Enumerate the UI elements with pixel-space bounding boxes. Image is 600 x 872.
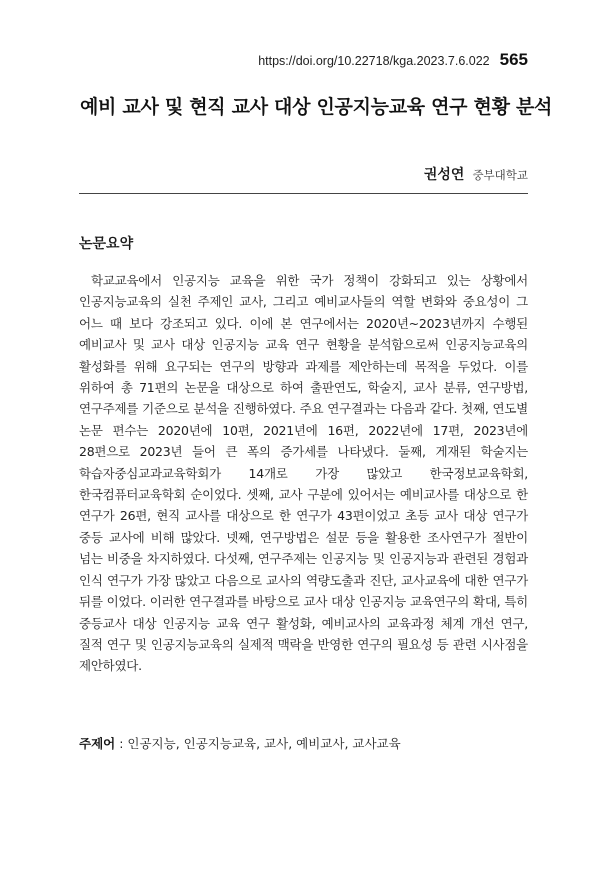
keywords-separator: : bbox=[115, 736, 128, 751]
author-affiliation: 중부대학교 bbox=[472, 168, 528, 182]
abstract-heading: 논문요약 bbox=[79, 236, 134, 252]
keywords-list: 인공지능, 인공지능교육, 교사, 예비교사, 교사교육 bbox=[127, 736, 401, 751]
running-header bbox=[258, 50, 528, 70]
author-name: 권성연 bbox=[423, 167, 465, 183]
page-number: 565 bbox=[499, 50, 528, 69]
title-divider bbox=[79, 193, 528, 194]
author-line bbox=[424, 164, 528, 184]
abstract-body: 학교교육에서 인공지능 교육을 위한 국가 정책이 강화되고 있는 상황에서 인공지능교육의 실천 주제인 교사, 그리고 예비교사들의 역할 변화와 중요성이 그 어느 때 보다 강조되고 있다. 이에 본 연구에서는 2020년~2023년까지 수행된 예비교사 및 교사 대상 인공지능 교육 연구 현황을 분석함으로써 인공지능교육의 활성화를 위해 요구되는 연구의 방향과 과제를 제안하는데 목적을 두었다. 이를 위하여 총 71편의 논문을 대상으로 하여 출판연도, 학술지, 교사 분류, 연구방법, 연구주제를 기준으로 분석을 진행하였다. 주요 연구결과는 다음과 같다. 첫째, 연도별 논문 편수는 2020년에 10편, 2021년에 16편, 2022년에 17편, 2023년에 28편으로 2023년 들어 큰 폭의 증가세를 나타냈다. 둘째, 게재된 학술지는 학습자중심교과교육학회가 14개로 가장 많았고 한국정보교육학회, 한국컴퓨터교육학회 순이었다. 셋째, 교사 구분에 있어서는 예비교사를 대상으로 한 연구가 26편, 현직 교사를 대상으로 한 연구가 43편이었고 초등 교사 대상 연구가 중등 교사에 비해 많았다. 넷째, 연구방법은 설문 등을 활용한 조사연구가 절반이 넘는 비중을 차지하였다. 다섯째, 연구주제는 인공지능 및 인공지능과 관련된 경험과 인식 연구가 가장 많았고 다음으로 교사의 역량도출과 진단, 교사교육에 대한 연구가 뒤를 이었다. 이러한 연구결과를 바탕으로 교사 대상 인공지능 교육연구의 확대, 특히 중등교사 대상 인공지능 교육 연구 활성화, 예비교사의 교육과정 체계 개선 연구, 질적 연구 및 인공지능교육의 실제적 맥락을 반영한 연구의 필요성 등 관련 시사점을 제안하였다. bbox=[79, 273, 528, 674]
keywords-line bbox=[79, 734, 528, 752]
doi-link[interactable]: https://doi.org/10.22718/kga.2023.7.6.022 bbox=[258, 54, 490, 68]
paper-title: 예비 교사 및 현직 교사 대상 인공지능교육 연구 현황 분석 bbox=[80, 96, 553, 118]
keywords-label: 주제어 bbox=[79, 736, 116, 751]
